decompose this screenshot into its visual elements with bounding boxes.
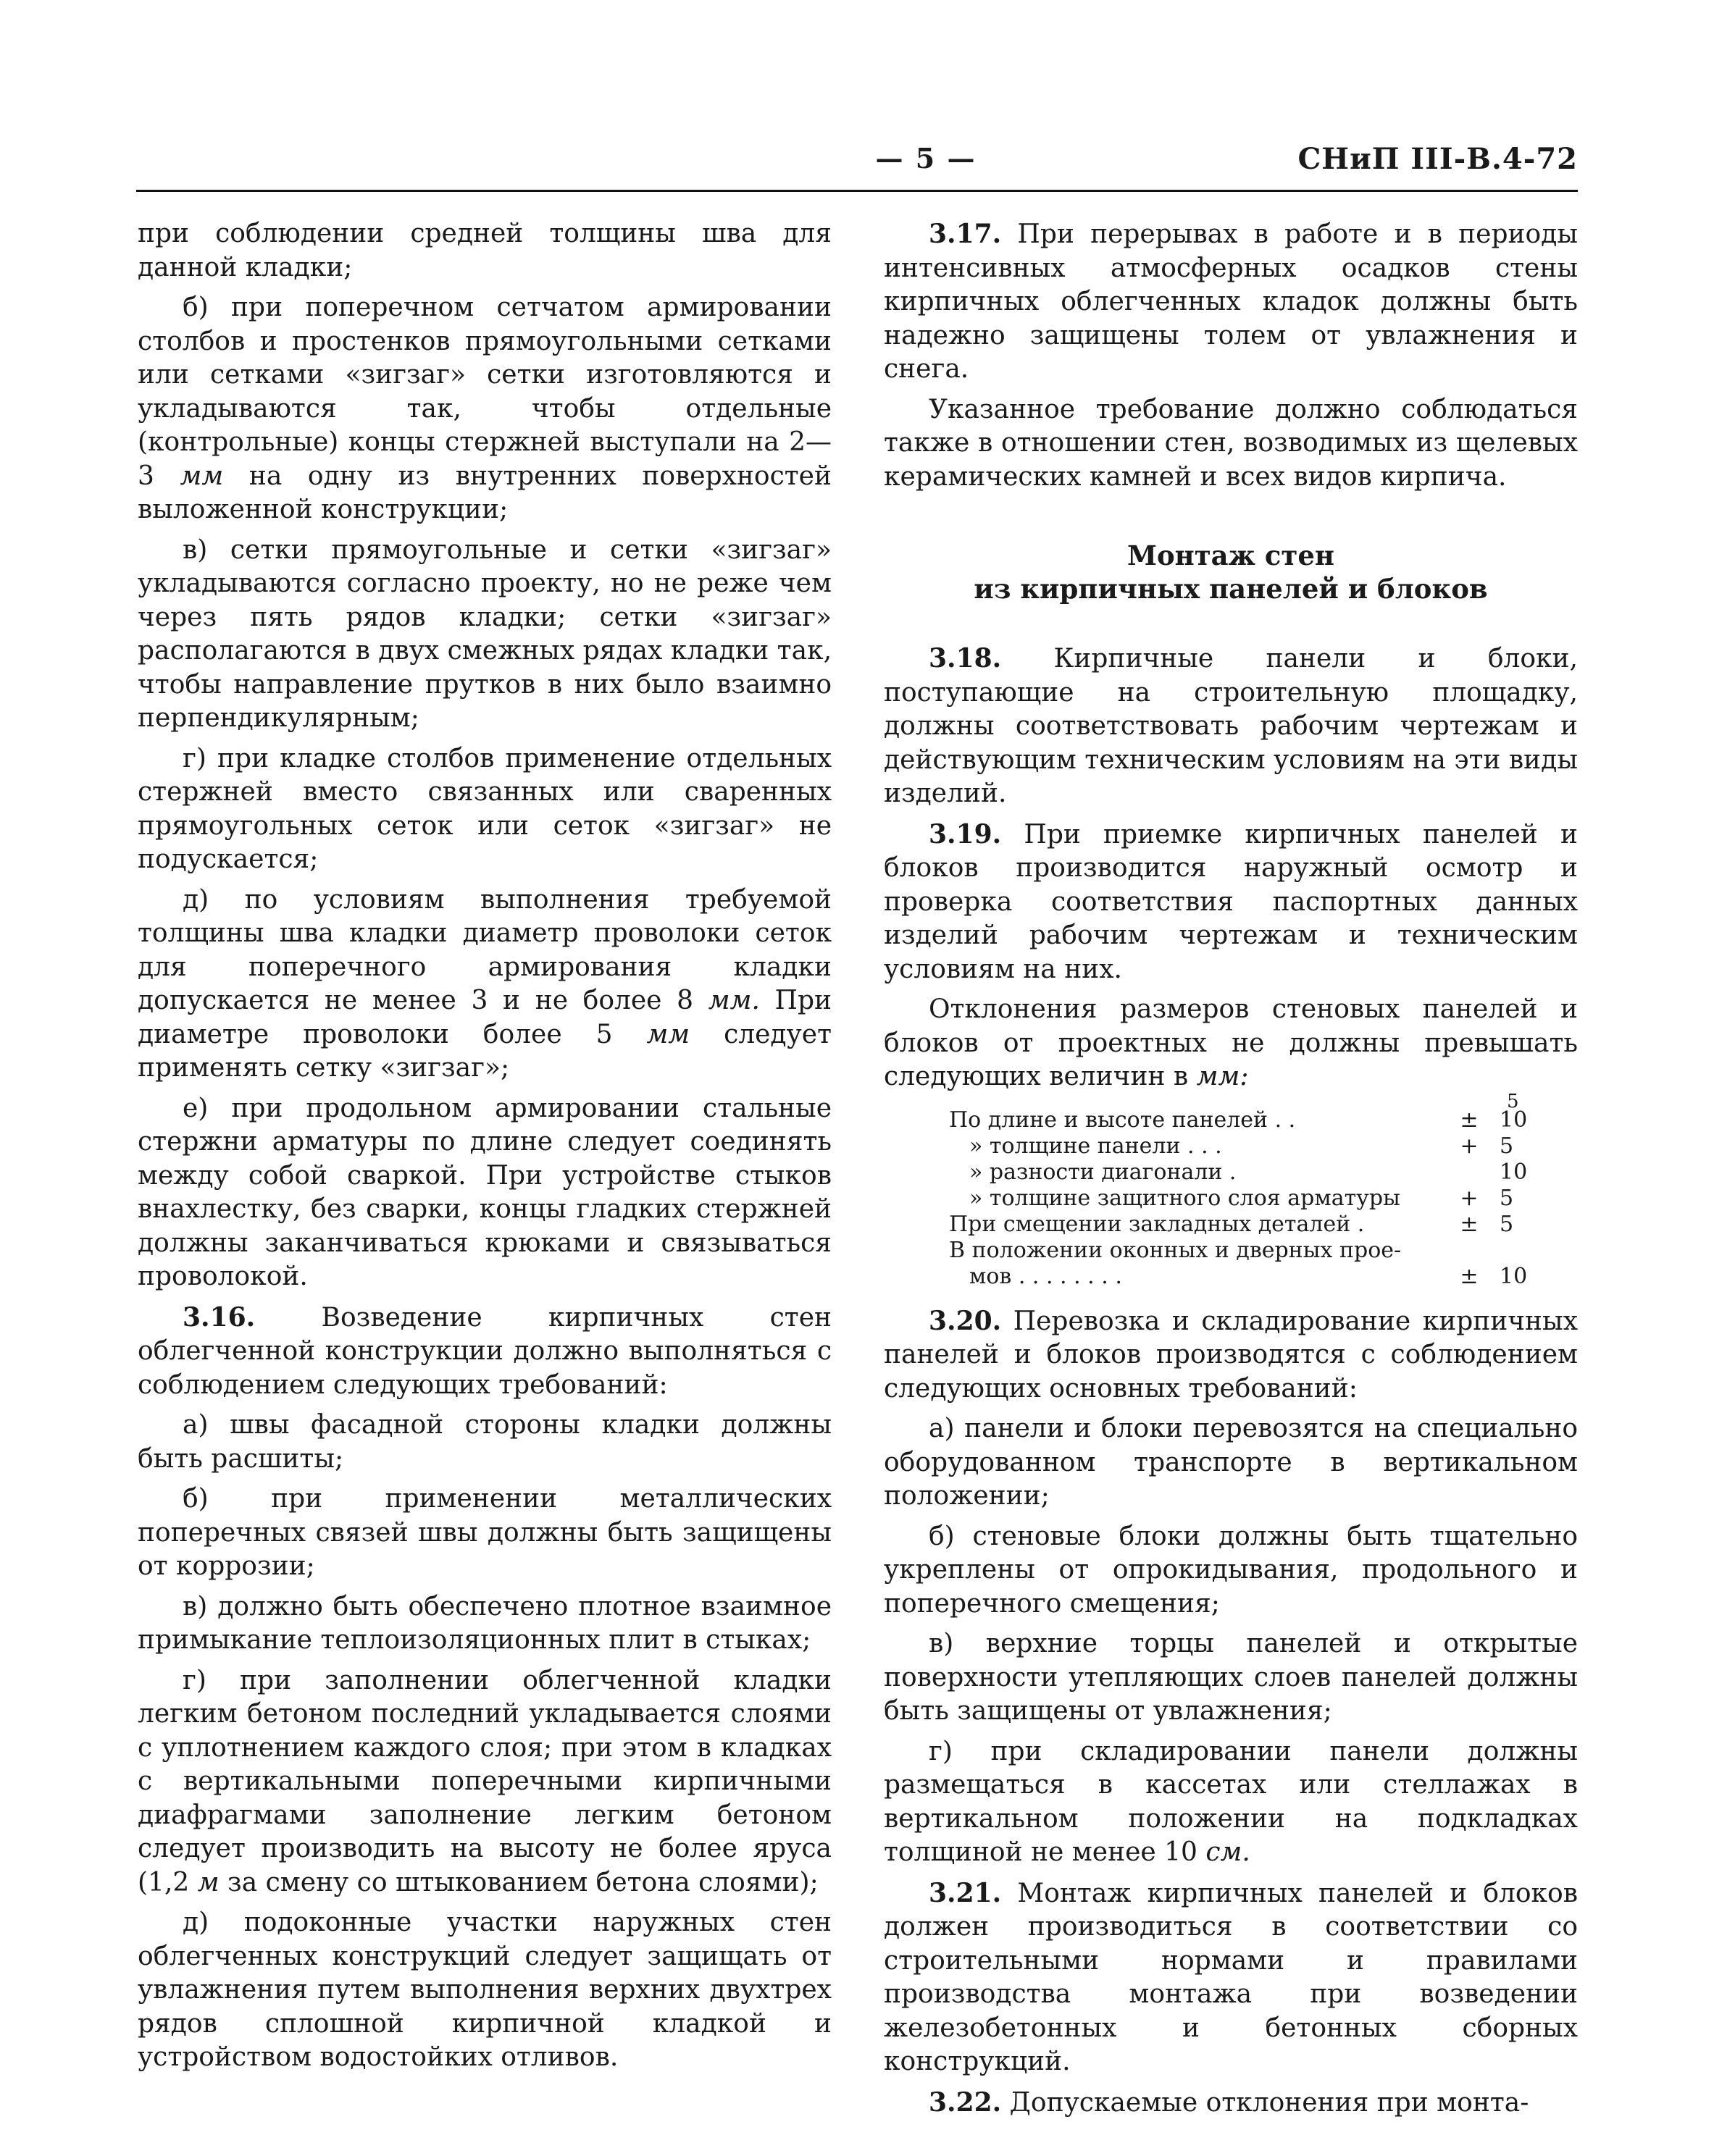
paragraph: е) при продольном армировании стальные стержни арматуры по длине следует соединять между собой сваркой. При устройстве стыков внахлестку, без сварки, концы гладких стержней должны заканчиваться крюками и связываться проволокой. (138, 1093, 832, 1291)
header-rule (136, 190, 1578, 192)
section-title: Монтаж стен из кирпичных панелей и блоков (974, 540, 1488, 605)
paragraph: а) швы фасадной стороны кладки должны быть расшиты; (138, 1410, 832, 1474)
tolerance-row: » толщине панели . . . + 5 (969, 1133, 1514, 1159)
tolerance-row: мов . . . . . . . . ± 10 (969, 1263, 1528, 1289)
paragraph: д) по условиям выполнения требуемой толщины шва кладки диаметр проволоки сеток для поперечного армирования кладки допускается не менее 3 и не более 8 мм. При диаметре проволоки более 5 мм следует применять сетку «зигзаг»; (138, 884, 832, 1083)
paragraph: при соблюдении средней толщины шва для данной кладки; (138, 219, 832, 282)
page-number: — 5 — (875, 142, 977, 175)
paragraph: а) панели и блоки перевозятся на специально оборудованном транспорте в вертикальном положении; (884, 1414, 1578, 1511)
tolerance-row: В положении оконных и дверных прое- (949, 1237, 1402, 1263)
document-code: СНиП III-В.4-72 (1297, 142, 1578, 176)
paragraph: б) при поперечном сетчатом армировании столбов и простенков прямоугольными сетками или сетками «зигзаг» сетки изготовляются и укладываются так, чтобы отдельные (контрольные) концы стержней выступали на 2—3 мм на одну из внутренних поверхностей выложенной конструкции; (138, 293, 832, 524)
paragraph: г) при кладке столбов применение отдельных стержней вместо связанных или сваренных прямоугольных сеток или сеток «зигзаг» не подускается; (138, 743, 832, 874)
paragraph: д) подоконные участки наружных стен облегченных конструкций следует защищать от увлажнения путем выполнения верхних двухтрех рядов сплошной кирпичной кладкой и устройством водостойких отливов. (138, 1908, 832, 2072)
paragraph: б) при применении металлических поперечных связей швы должны быть защищены от коррозии; (138, 1484, 832, 1581)
tolerance-row: » толщине защитного слоя арматуры + 5 (969, 1185, 1514, 1211)
tolerance-row: По длине и высоте панелей . . 5 ± 10 (949, 1090, 1528, 1133)
tolerance-row: При смещении закладных деталей . ± 5 (949, 1211, 1514, 1237)
tolerance-row: » разности диагонали . 10 (969, 1159, 1528, 1185)
clause-3-18: 3.18. Кирпичные панели и блоки, поступающие на строительную площадку, должны соответствовать рабочим чертежам и действующим техническим условиям на эти виды изделий. (884, 643, 1578, 808)
clause-3-19: 3.19. При приемке кирпичных панелей и блоков производится наружный осмотр и проверка соответствия паспортных данных изделий рабочим чертежам и техническим условиям на них. (884, 818, 1578, 984)
paragraph: г) при заполнении облегченной кладки легким бетоном последний укладывается слоями с уплотнением каждого слоя; при этом в кладках с вертикальными поперечными кирпичными диафрагмами заполнение легким бетоном следует производить на высоту не более яруса (1,2 м за смену со штыкованием бетона слоями); (138, 1665, 832, 1897)
paragraph: в) верхние торцы панелей и открытые поверхности утепляющих слоев панелей должны быть защищены от увлажнения; (884, 1629, 1578, 1726)
page-header (136, 142, 1578, 193)
paragraph: Отклонения размеров стеновых панелей и блоков от проектных не должны превышать следующих величин в мм: (884, 994, 1578, 1091)
paragraph: в) сетки прямоугольные и сетки «зигзаг» укладываются согласно проекту, но не реже чем через пять рядов кладки; сетки «зигзаг» располагаются в двух смежных рядах кладки так, чтобы направление прутков в них было взаимно перпендикулярным; (138, 534, 832, 733)
paragraph: г) при складировании панели должны размещаться в кассетах или стеллажах в вертикальном положении на подкладках толщиной не менее 10 см. (884, 1736, 1578, 1867)
clause-3-16: 3.16. Возведение кирпичных стен облегченной конструкции должно выполняться с соблюдением следующих требований: (138, 1301, 832, 1400)
tolerance-table (949, 1090, 1550, 1290)
paragraph: Указанное требование должно соблюдаться также в отношении стен, возводимых из щелевых керамических камней и всех видов кирпича. (884, 394, 1578, 492)
paragraph: в) должно быть обеспечено плотное взаимное примыкание теплоизоляционных плит в стыках; (138, 1591, 832, 1655)
clause-3-17: 3.17. При перерывах в работе и в периоды интенсивных атмосферных осадков стены кирпичных облегченных кладок должны быть надежно защищены толем от увлажнения и снега. (884, 219, 1578, 384)
paragraph: б) стеновые блоки должны быть тщательно укреплены от опрокидывания, продольного и поперечного смещения; (884, 1521, 1578, 1619)
left-column (138, 217, 832, 2081)
clause-3-22: 3.22. Допускаемые отклонения при монта- (929, 2086, 1529, 2118)
right-column (884, 217, 1578, 2126)
clause-3-20: 3.20. Перевозка и складирование кирпичных панелей и блоков производятся с соблюдением следующих основных требований: (884, 1305, 1578, 1404)
clause-3-21: 3.21. Монтаж кирпичных панелей и блоков должен производиться в соответствии со строительными нормами и правилами производства монтажа при возведении железобетонных и бетонных сборных конструкций. (884, 1877, 1578, 2076)
